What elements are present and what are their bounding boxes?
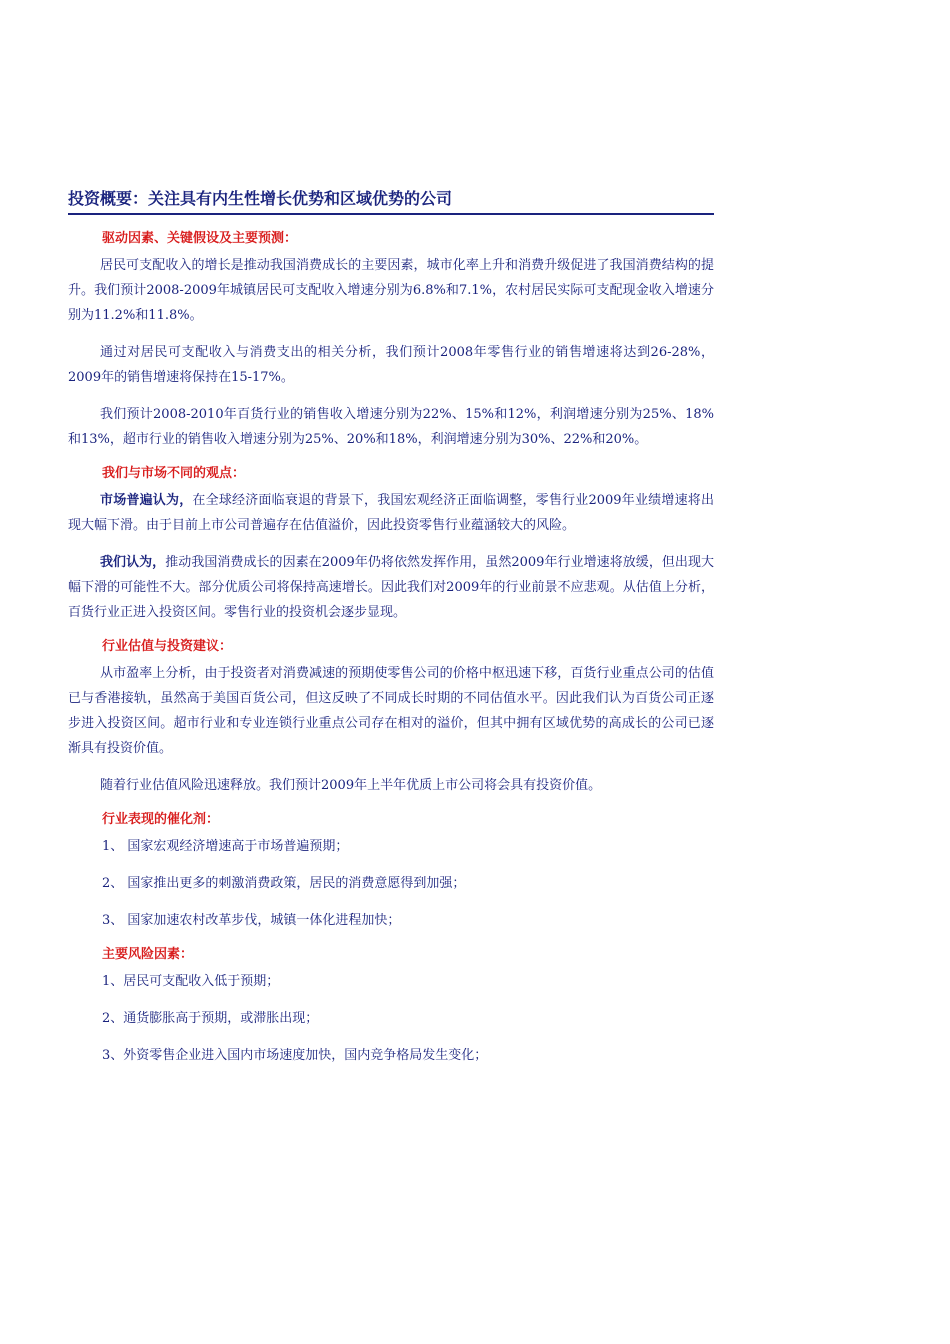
section-heading-valuation: 行业估值与投资建议： bbox=[102, 639, 233, 654]
page-title: 投资概要：关注具有内生性增长优势和区域优势的公司 bbox=[68, 186, 714, 215]
catalysts-list bbox=[68, 834, 714, 933]
section-heading-catalysts: 行业表现的催化剂： bbox=[102, 812, 220, 827]
section-heading-views: 我们与市场不同的观点： bbox=[102, 466, 246, 481]
section-heading-drivers: 驱动因素、关键假设及主要预测： bbox=[102, 231, 298, 246]
views-text-ours: 推动我国消费成长的因素在2009年仍将依然发挥作用，虽然2009年行业增速将放缓，但出现大幅下滑的可能性不大。部分优质公司将保持高速增长。因此我们对2009年的行业前景不应悲观。从估值上分析，百货行业正进入投资区间。零售行业的投资机会逐步显现。 bbox=[68, 555, 714, 620]
drivers-paragraph-1: 居民可支配收入的增长是推动我国消费成长的主要因素，城市化率上升和消费升级促进了我国消费结构的提升。我们预计2008-2009年城镇居民可支配收入增速分别为6.8%和7.1%，农村居民实际可支配现金收入增速分别为11.2%和11.8%。 bbox=[68, 258, 714, 323]
drivers-paragraph-3: 我们预计2008-2010年百货行业的销售收入增速分别为22%、15%和12%，利润增速分别为25%、18%和13%，超市行业的销售收入增速分别为25%、20%和18%，利润增速分别为30%、22%和20%。 bbox=[68, 407, 714, 447]
views-lead-market: 市场普遍认为， bbox=[100, 493, 193, 508]
risks-list bbox=[68, 969, 714, 1068]
views-paragraph-1 bbox=[68, 488, 714, 538]
list-item: 1、居民可支配收入低于预期； bbox=[102, 974, 280, 989]
section-heading-risks: 主要风险因素： bbox=[102, 947, 194, 962]
list-item: 1、 国家宏观经济增速高于市场普遍预期； bbox=[102, 839, 349, 854]
list-item: 2、 国家推出更多的刺激消费政策，居民的消费意愿得到加强； bbox=[102, 876, 466, 891]
views-paragraph-2 bbox=[68, 550, 714, 625]
valuation-paragraph-1: 从市盈率上分析，由于投资者对消费减速的预期使零售公司的价格中枢迅速下移，百货行业重点公司的估值已与香港接轨，虽然高于美国百货公司，但这反映了不同成长时期的不同估值水平。因此我们认为百货公司正逐步进入投资区间。超市行业和专业连锁行业重点公司存在相对的溢价，但其中拥有区域优势的高成长的公司已逐渐具有投资价值。 bbox=[68, 666, 714, 756]
drivers-paragraph-2: 通过对居民可支配收入与消费支出的相关分析，我们预计2008年零售行业的销售增速将达到26-28%，2009年的销售增速将保持在15-17%。 bbox=[68, 345, 714, 385]
views-text-market: 在全球经济面临衰退的背景下，我国宏观经济正面临调整，零售行业2009年业绩增速将出现大幅下滑。由于目前上市公司普遍存在估值溢价，因此投资零售行业蕴涵较大的风险。 bbox=[68, 493, 714, 533]
list-item: 3、 国家加速农村改革步伐，城镇一体化进程加快； bbox=[102, 913, 401, 928]
report-page bbox=[68, 186, 714, 1068]
list-item: 2、通货膨胀高于预期，或滞胀出现； bbox=[102, 1011, 319, 1026]
valuation-paragraph-2: 随着行业估值风险迅速释放。我们预计2009年上半年优质上市公司将会具有投资价值。 bbox=[100, 778, 602, 793]
list-item: 3、外资零售企业进入国内市场速度加快，国内竞争格局发生变化； bbox=[102, 1048, 488, 1063]
views-lead-ours: 我们认为， bbox=[100, 555, 166, 570]
